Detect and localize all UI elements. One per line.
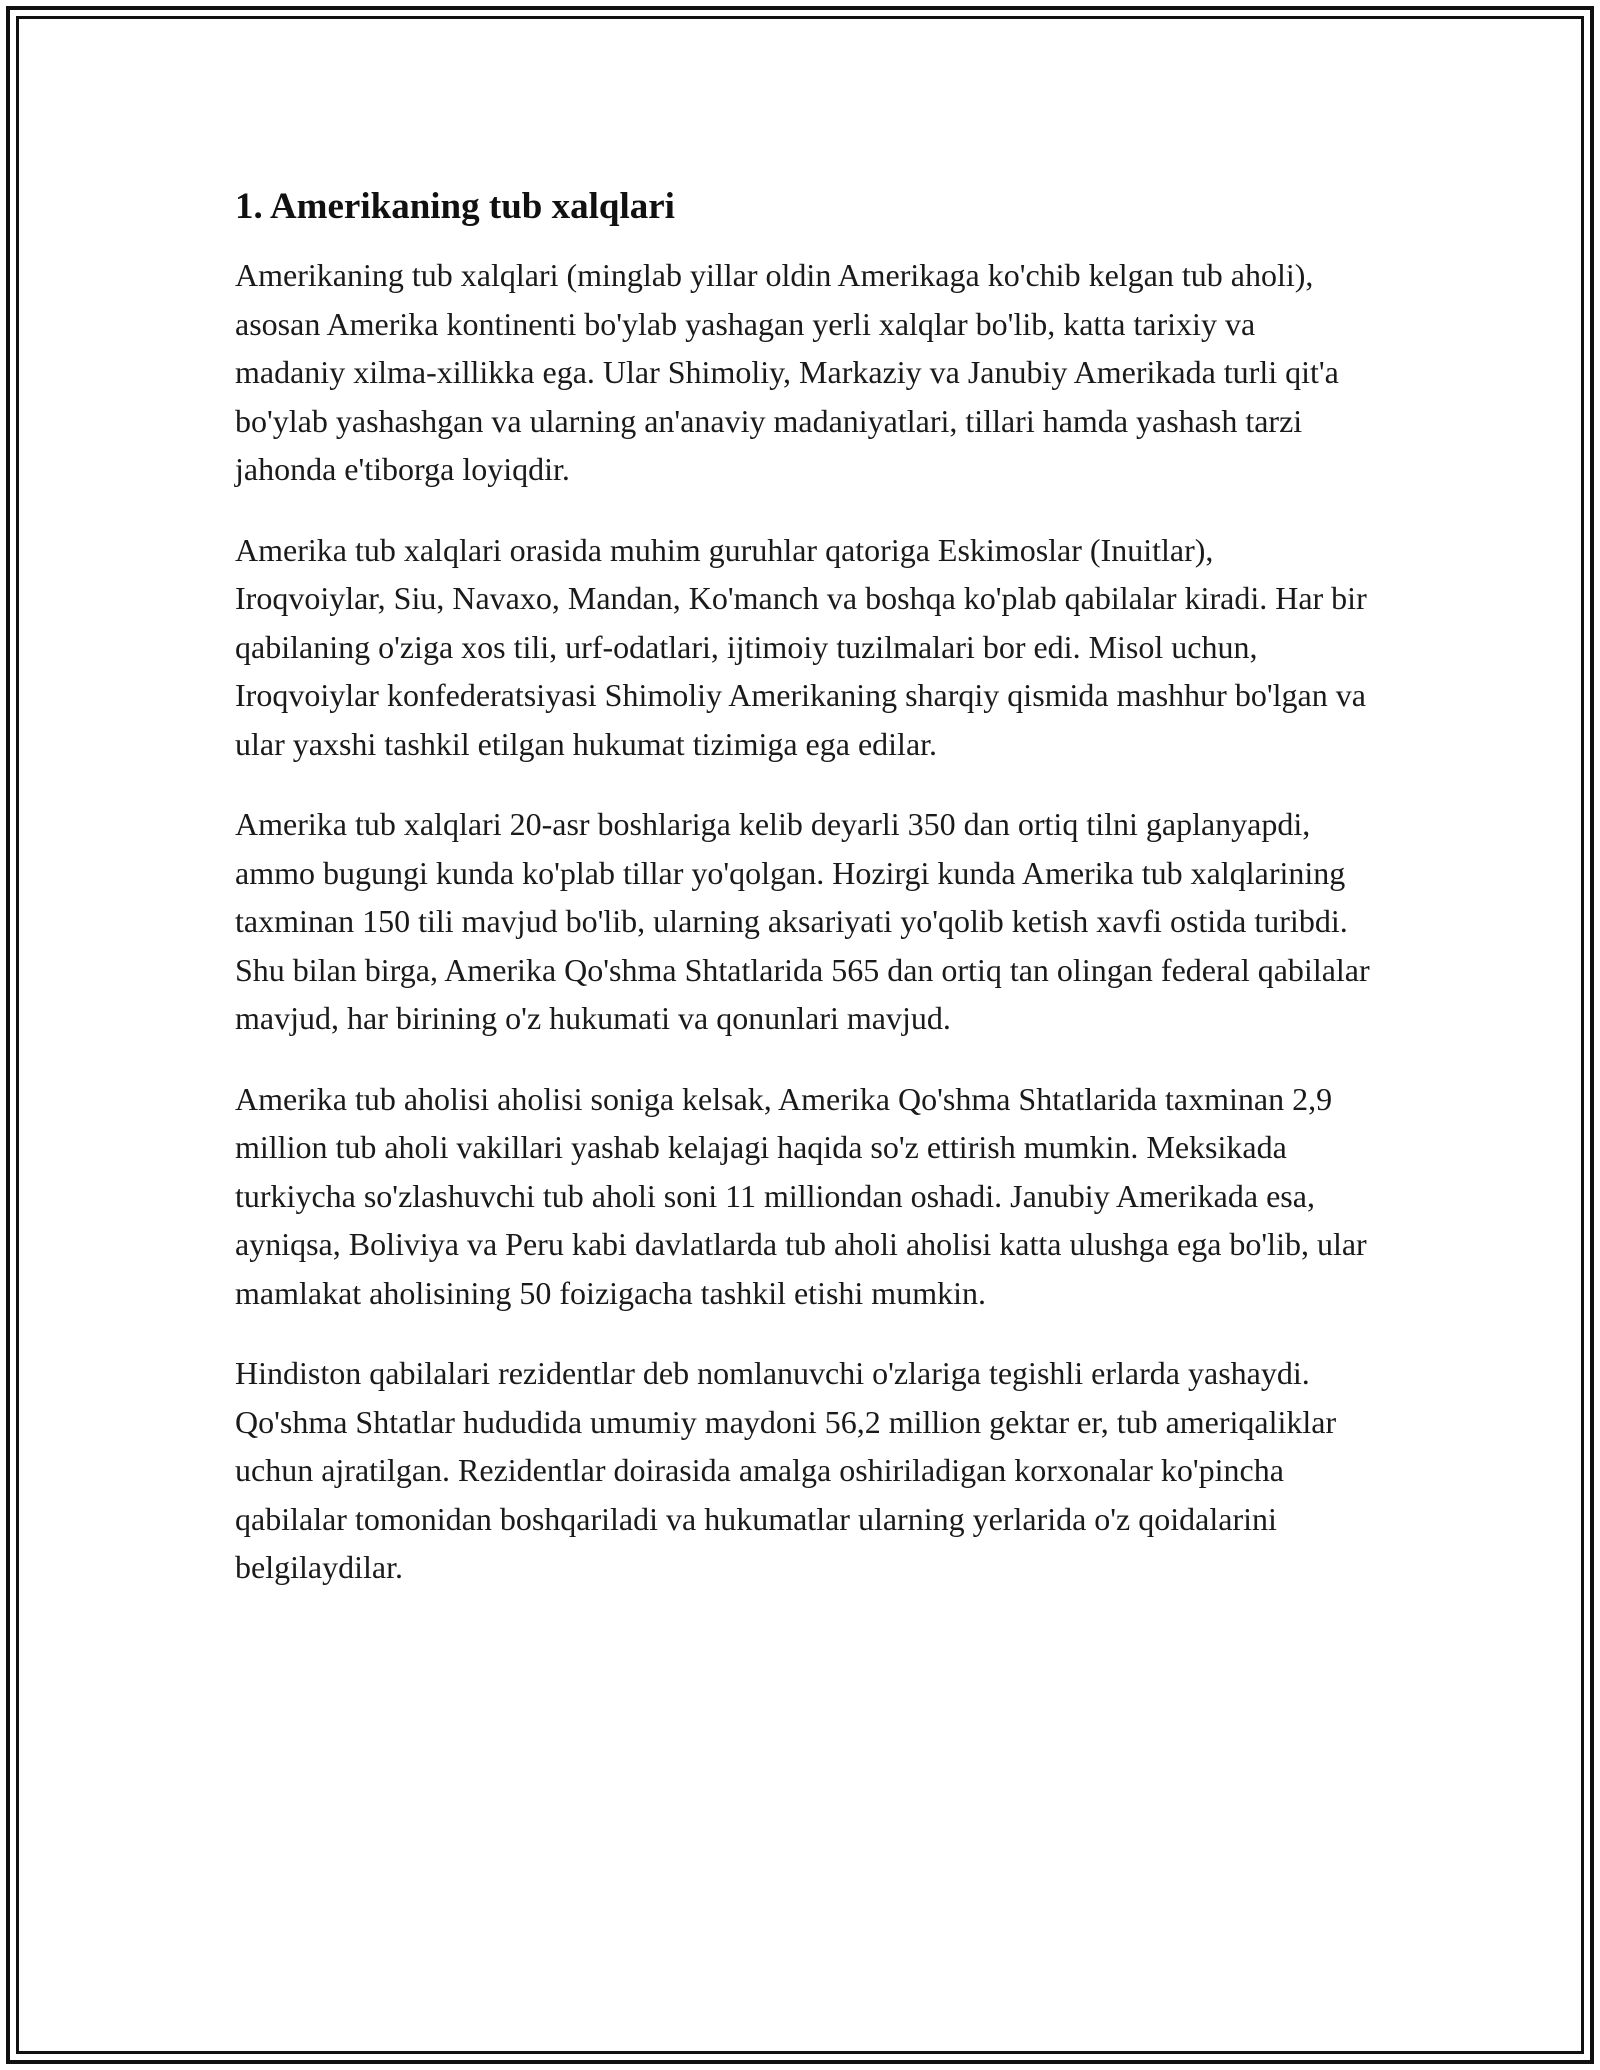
paragraph-intro: Amerikaning tub xalqlari (minglab yillar oldin Amerikaga ko'chib kelgan tub aholi), asosan Amerika kontinenti bo'ylab yashagan yerli xalqlar bo'lib, katta tarixiy va madaniy xilma-xillikka ega. Ular Shimoliy, Markaziy va Janubiy Amerikada turli qit'a bo'ylab yashashgan va ularning an'anaviy madaniyatlari, tillari hamda yashash tarzi jahonda e'tiborga loyiqdir. [235,257,1339,488]
paragraph-reservations: Hindiston qabilalari rezidentlar deb nomlanuvchi o'zlariga tegishli erlarda yashaydi. Qo'shma Shtatlar hududida umumiy maydoni 56,2 million gektar er, tub ameriqaliklar uchun ajratilgan. Rezidentlar doirasida amalga oshiriladigan korxonalar ko'pincha qabilalar tomonidan boshqariladi va hukumatlar ularning yerlarida o'z qoidalarini belgilaydilar. [235,1355,1337,1586]
section-heading: 1. Amerikaning tub xalqlari [235,186,675,227]
paragraph-languages: Amerika tub xalqlari 20-asr boshlariga kelib deyarli 350 dan ortiq tilni gaplanyapdi, ammo bugungi kunda ko'plab tillar yo'qolgan. Hozirgi kunda Amerika tub xalqlarining taxminan 150 tili mavjud bo'lib, ularning aksariyati yo'qolib ketish xavfi ostida turibdi. Shu bilan birga, Amerika Qo'shma Shtatlarida 565 dan ortiq tan olingan federal qabilalar mavjud, har birining o'z hukumati va qonunlari mavjud. [235,806,1370,1037]
paragraph-population: Amerika tub aholisi aholisi soniga kelsak, Amerika Qo'shma Shtatlarida taxminan 2,9 million tub aholi vakillari yashab kelajagi haqida so'z ettirish mumkin. Meksikada turkiycha so'zlashuvchi tub aholi soni 11 milliondan oshadi. Janubiy Amerikada esa, ayniqsa, Boliviya va Peru kabi davlatlarda tub aholi aholisi katta ulushga ega bo'lib, ular mamlakat aholisining 50 foizigacha tashkil etishi mumkin. [235,1080,1367,1311]
paragraph-tribes: Amerika tub xalqlari orasida muhim guruhlar qatoriga Eskimoslar (Inuitlar), Iroqvoiylar, Siu, Navaxo, Mandan, Ko'manch va boshqa ko'plab qabilalar kiradi. Har bir qabilaning o'ziga xos tili, urf-odatlari, ijtimoiy tuzilmalari bor edi. Misol uchun, Iroqvoiylar konfederatsiyasi Shimoliy Amerikaning sharqiy qismida mashhur bo'lgan va ular yaxshi tashkil etilgan hukumat tizimiga ega edilar. [235,531,1367,762]
document-body [235,185,1370,1592]
